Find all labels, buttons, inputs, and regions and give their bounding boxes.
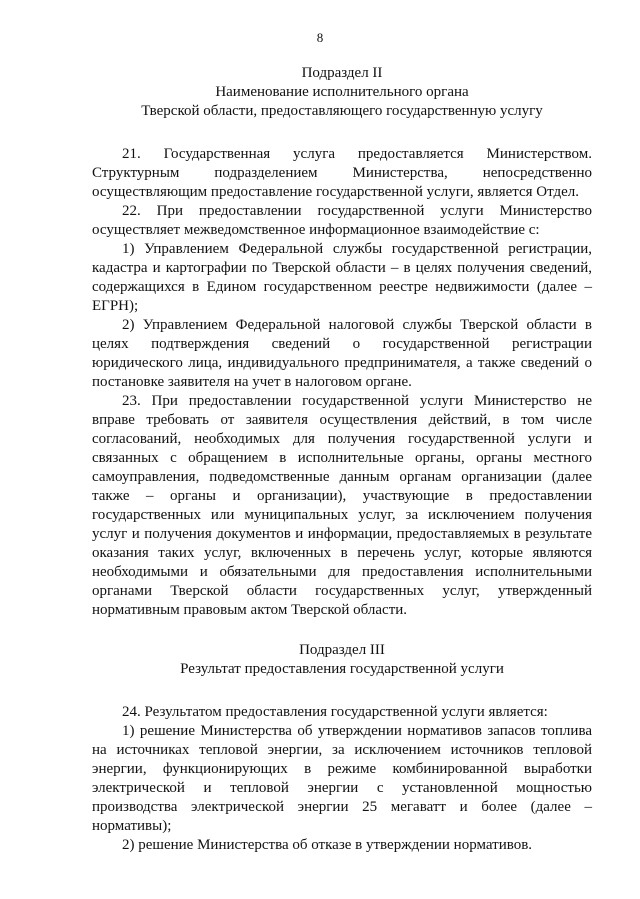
document-body	[92, 64, 592, 855]
paragraph-22-item-2: 2) Управлением Федеральной налоговой службы Тверской области в целях подтверждения сведений о государственной регистрации юридического лица, индивидуального предпринимателя, а также сведений о постановке заявителя на учет в налоговом органе.	[92, 317, 592, 390]
section-3-subtitle: Результат предоставления государственной услуги	[180, 661, 504, 677]
paragraph-22-item-1: 1) Управлением Федеральной службы государственной регистрации, кадастра и картографии по Тверской области – в целях получения сведений, содержащихся в Едином государственном реестре недвижимости (далее – ЕГРН);	[92, 241, 592, 314]
section-2-heading	[92, 64, 592, 121]
section-2-subtitle-line-1: Наименование исполнительного органа	[215, 84, 469, 100]
paragraph-22: 22. При предоставлении государственной услуги Министерство осуществляет межведомственное информационное взаимодействие с:	[92, 203, 592, 238]
page-number: 8	[316, 30, 324, 45]
paragraph-21: 21. Государственная услуга предоставляется Министерством. Структурным подразделением Министерства, непосредственно осуществляющим предоставление государственной услуги, является Отдел.	[92, 146, 592, 200]
paragraph-23: 23. При предоставлении государственной услуги Министерство не вправе требовать от заявителя осуществления действий, в том числе согласований, необходимых для получения государственной услуги и связанных с обращением в исполнительные органы, органы местного самоуправления, подведомственные данным органам организации (далее также – органы и организации), участвующие в предоставлении государственных или муниципальных услуг, за исключением получения услуг и получения документов и информации, предоставляемых в результате оказания таких услуг, включенных в перечень услуг, которые являются необходимыми и обязательными для предоставления исполнительными органами Тверской области государственных услуг, утвержденный нормативным правовым актом Тверской области.	[92, 393, 592, 618]
section-2-title: Подраздел II	[301, 65, 383, 81]
paragraph-24-item-2: 2) решение Министерства об отказе в утверждении нормативов.	[122, 837, 533, 853]
paragraph-24-item-1: 1) решение Министерства об утверждении нормативов запасов топлива на источниках тепловой энергии, за исключением источников тепловой энергии, функционирующих в режиме комбинированной выработки электрической и тепловой энергии с установленной мощностью производства электрической энергии 25 мегаватт и более (далее – нормативы);	[92, 723, 592, 834]
section-3-heading	[92, 641, 592, 679]
section-3-title: Подраздел III	[299, 642, 385, 658]
paragraph-24: 24. Результатом предоставления государственной услуги является:	[122, 704, 548, 720]
section-2-subtitle-line-2: Тверской области, предоставляющего государственную услугу	[141, 103, 543, 119]
